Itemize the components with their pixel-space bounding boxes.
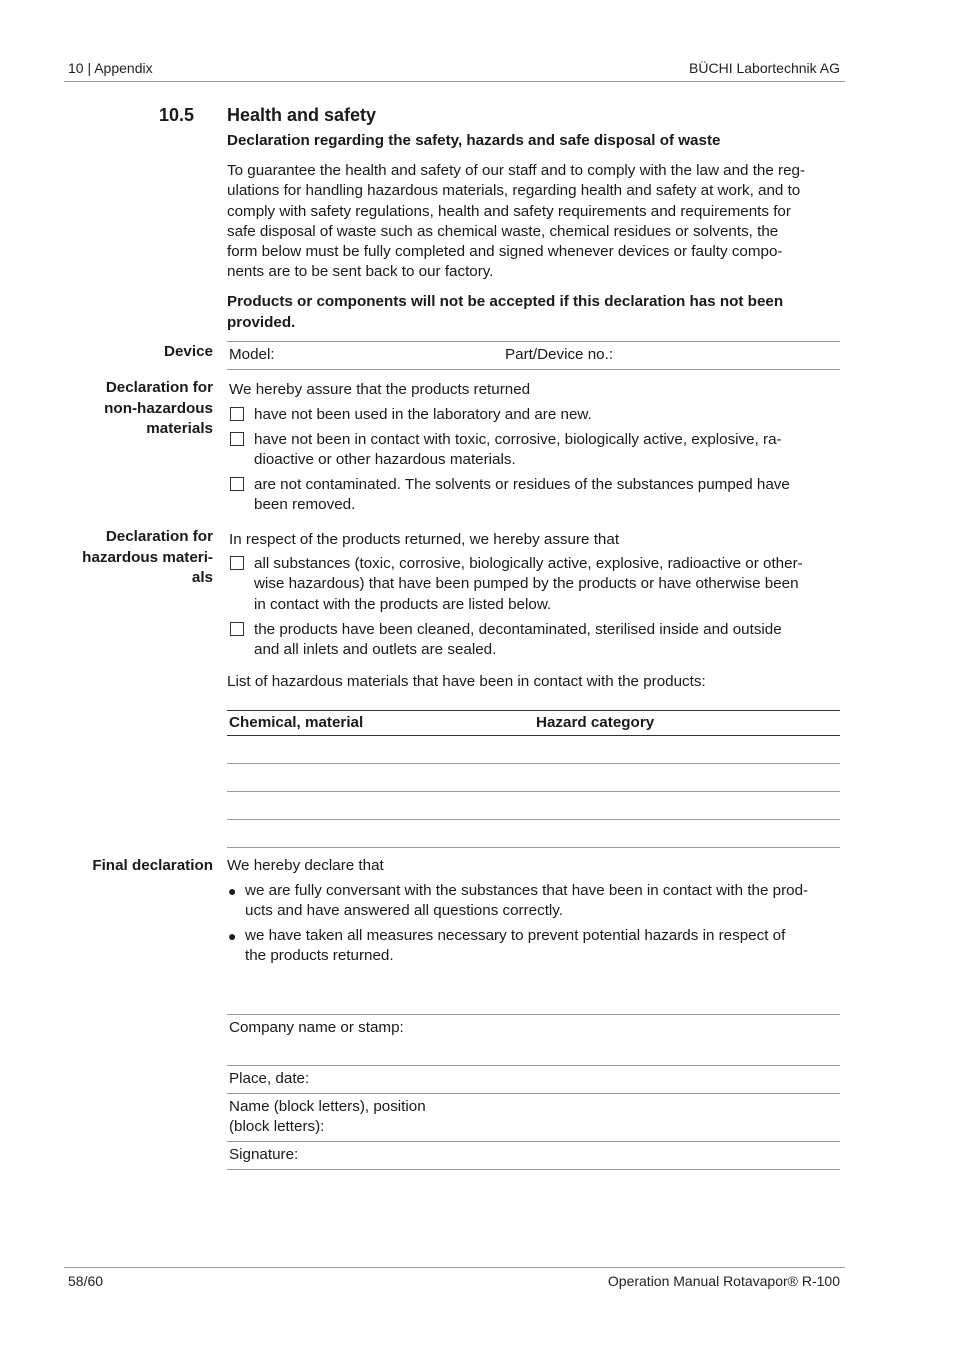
warning-line: provided. [227, 314, 296, 331]
header-left: 10 | Appendix [68, 60, 153, 76]
footer-manual-title: Operation Manual Rotavapor® R-100 [607, 1273, 840, 1289]
part-number-field[interactable]: Part/Device no.: [505, 346, 614, 363]
table-header-hazard-category: Hazard category [536, 714, 655, 731]
hazardous-list-intro: List of hazardous materials that have been in contact with the products: [227, 673, 706, 690]
table-row[interactable] [227, 791, 840, 792]
final-declaration-label: Final declaration [92, 857, 213, 874]
intro-line: nents are to be sent back to our factory. [227, 263, 494, 281]
name-field-line: (block letters): [229, 1118, 325, 1136]
hazardous-label-line: Declaration for [105, 528, 213, 545]
header-right: BÜCHI Labortechnik AG [689, 60, 840, 76]
signature-field[interactable]: Signature: [229, 1146, 299, 1163]
non-hazardous-option [254, 475, 790, 516]
name-position-field[interactable] [229, 1097, 426, 1138]
footer-page-number: 58/60 [68, 1273, 104, 1289]
table-row[interactable] [227, 847, 840, 848]
signature-rule-top [227, 1141, 840, 1142]
option-line: all substances (toxic, corrosive, biologically active, explosive, radioactive or other- [254, 555, 803, 572]
intro-line: ulations for handling hazardous materials, regarding health and safety at work, and to [227, 182, 801, 200]
option-line: wise hazardous) that have been pumped by the products or have otherwise been [254, 575, 799, 593]
intro-paragraph [227, 161, 847, 283]
non-hazardous-label-line: Declaration for [105, 379, 213, 396]
device-label: Device [164, 343, 213, 360]
final-bullet [245, 881, 808, 922]
hazardous-option [254, 620, 782, 661]
non-hazardous-option [254, 430, 782, 471]
option-line: and all inlets and outlets are sealed. [254, 641, 497, 659]
non-hazardous-checkbox-no-contact[interactable] [230, 432, 244, 446]
non-hazardous-checkbox-not-contaminated[interactable] [230, 477, 244, 491]
option-line: have not been used in the laboratory and are new. [254, 406, 592, 423]
warning-paragraph [227, 291, 847, 333]
place-rule-top [227, 1065, 840, 1066]
company-name-field[interactable]: Company name or stamp: [229, 1019, 404, 1036]
option-line: dioactive or other hazardous materials. [254, 451, 516, 469]
bullet-marker: ● [228, 928, 237, 944]
table-row[interactable] [227, 819, 840, 820]
final-bullet [245, 926, 785, 967]
warning-line: Products or components will not be accepted if this declaration has not been [227, 293, 784, 310]
non-hazardous-checkbox-new[interactable] [230, 407, 244, 421]
option-line: the products have been cleaned, decontaminated, sterilised inside and outside [254, 621, 782, 638]
non-hazardous-option [254, 405, 592, 425]
intro-line: comply with safety regulations, health and safety requirements and requirements for [227, 202, 791, 220]
hazardous-label-line: hazardous materi- [82, 548, 213, 566]
header-divider [64, 81, 845, 82]
section-subtitle: Declaration regarding the safety, hazards and safe disposal of waste [227, 132, 721, 149]
device-rule-top [227, 341, 840, 342]
hazardous-lead: In respect of the products returned, we hereby assure that [229, 531, 620, 548]
bullet-marker: ● [228, 883, 237, 899]
footer-divider [64, 1267, 845, 1268]
model-field[interactable]: Model: [229, 346, 275, 363]
device-rule-bottom [227, 369, 840, 370]
table-rule-top [227, 710, 840, 711]
non-hazardous-label-line: non-hazardous [104, 399, 213, 417]
option-line: are not contaminated. The solvents or residues of the substances pumped have [254, 476, 790, 493]
hazardous-checkbox-cleaned[interactable] [230, 622, 244, 636]
name-rule-top [227, 1093, 840, 1094]
hazardous-label-line: als [191, 569, 213, 586]
option-line: in contact with the products are listed below. [254, 595, 552, 613]
non-hazardous-label [23, 378, 213, 440]
bullet-line: ucts and have answered all questions correctly. [245, 902, 563, 920]
non-hazardous-label-line: materials [146, 420, 213, 437]
company-rule-top [227, 1014, 840, 1015]
final-lead: We hereby declare that [227, 857, 384, 874]
intro-line: To guarantee the health and safety of our staff and to comply with the law and the reg- [227, 162, 806, 179]
non-hazardous-lead: We hereby assure that the products returned [229, 381, 531, 398]
section-number: 10.5 [159, 105, 195, 125]
table-header-chemical: Chemical, material [229, 714, 364, 731]
hazardous-label [23, 527, 213, 589]
intro-line: form below must be fully completed and signed whenever devices or faulty compo- [227, 243, 783, 261]
signature-rule-bottom [227, 1169, 840, 1170]
bullet-line: the products returned. [245, 947, 394, 965]
place-date-field[interactable]: Place, date: [229, 1070, 310, 1087]
section-title: Health and safety [227, 105, 377, 125]
bullet-line: we are fully conversant with the substances that have been in contact with the prod- [245, 882, 809, 899]
hazardous-checkbox-substances-listed[interactable] [230, 556, 244, 570]
option-line: have not been in contact with toxic, corrosive, biologically active, explosive, ra- [254, 431, 782, 448]
name-field-line: Name (block letters), position [229, 1098, 426, 1115]
hazardous-option [254, 554, 803, 615]
bullet-line: we have taken all measures necessary to prevent potential hazards in respect of [245, 927, 786, 944]
table-row[interactable] [227, 763, 840, 764]
option-line: been removed. [254, 496, 356, 514]
intro-line: safe disposal of waste such as chemical waste, chemical residues or solvents, the [227, 222, 779, 240]
table-header-rule [227, 735, 840, 736]
